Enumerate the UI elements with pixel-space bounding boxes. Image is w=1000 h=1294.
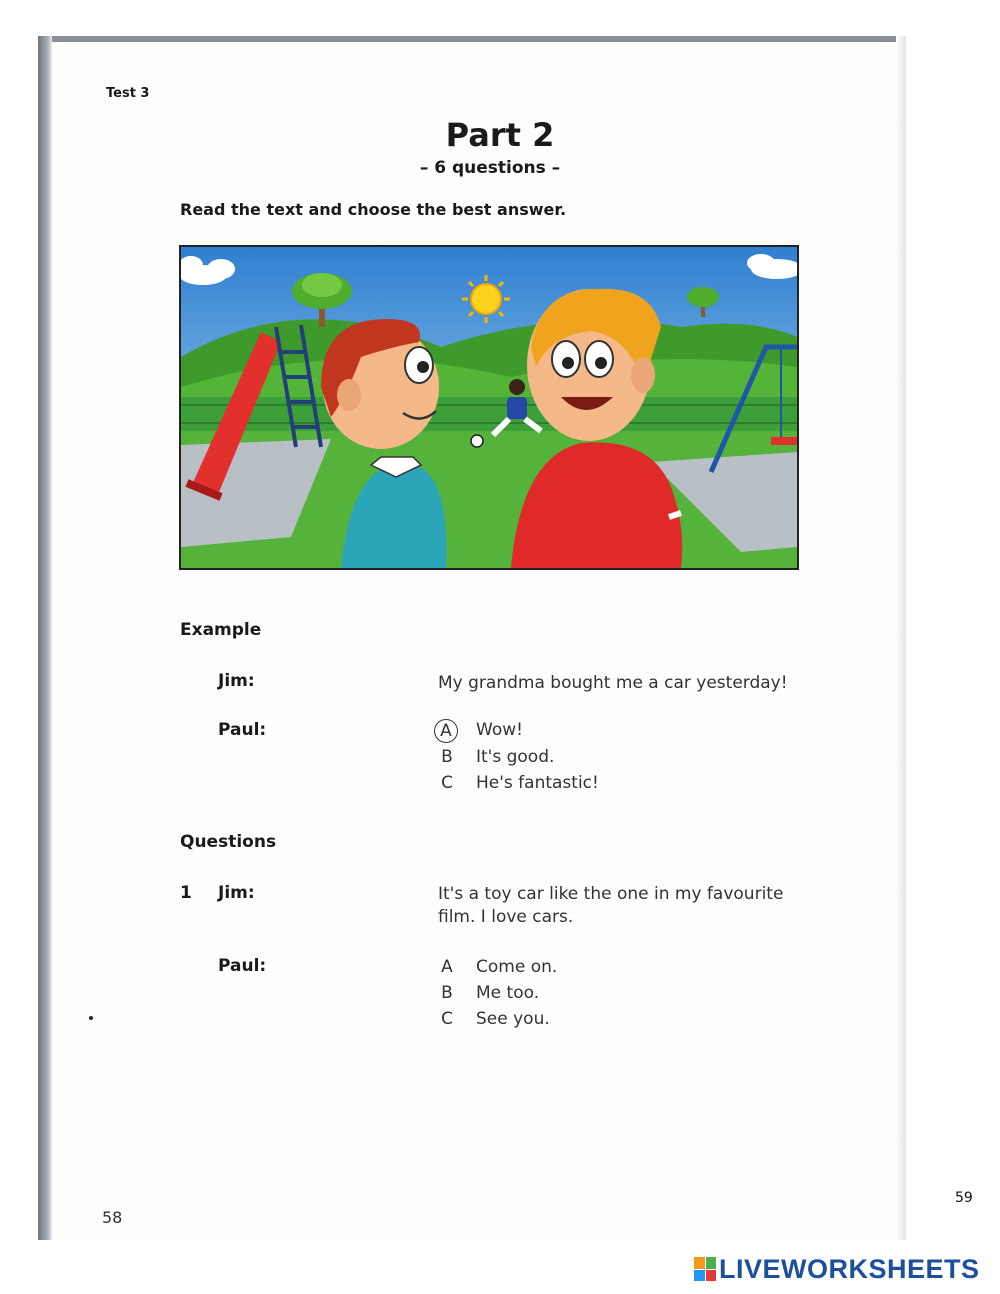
question-1-option-c-letter[interactable]: C <box>441 1009 453 1029</box>
liveworksheets-brand[interactable] <box>694 1252 980 1286</box>
scan-speck <box>89 1016 93 1020</box>
scan-edge-right <box>896 36 906 1240</box>
question-1-jim-line-2: film. I love cars. <box>438 907 574 927</box>
part-subtitle: – 6 questions – <box>419 158 561 178</box>
example-speaker-jim: Jim: <box>218 671 255 691</box>
outer-page-number: 59 <box>955 1190 973 1206</box>
page-number: 58 <box>102 1208 123 1227</box>
question-1-option-c-text[interactable]: See you. <box>476 1009 550 1029</box>
example-option-b-letter[interactable]: B <box>441 747 453 767</box>
question-1-option-b-letter[interactable]: B <box>441 983 453 1003</box>
worksheet-page <box>52 42 896 1240</box>
scan-edge-left <box>38 36 52 1240</box>
question-1-jim-line-1: It's a toy car like the one in my favourite <box>438 884 784 904</box>
question-1-speaker-paul: Paul: <box>218 956 267 976</box>
part-title: Part 2 <box>445 116 555 154</box>
instruction-text: Read the text and choose the best answer. <box>180 200 567 219</box>
example-option-c-letter[interactable]: C <box>441 773 453 793</box>
question-1-speaker-jim: Jim: <box>218 883 255 903</box>
question-1-option-b-text[interactable]: Me too. <box>476 983 540 1003</box>
example-option-a-letter[interactable]: A <box>434 719 458 743</box>
example-option-c-text[interactable]: He's fantastic! <box>476 773 599 793</box>
example-option-b-text[interactable]: It's good. <box>476 747 555 767</box>
question-1-option-a-text[interactable]: Come on. <box>476 957 558 977</box>
fence-icon <box>181 397 797 431</box>
example-jim-line: My grandma bought me a car yesterday! <box>438 673 788 693</box>
question-1-option-a-letter[interactable]: A <box>441 957 453 977</box>
question-1-number: 1 <box>180 883 192 903</box>
test-label: Test 3 <box>106 86 150 101</box>
liveworksheets-logo-icon <box>694 1257 716 1281</box>
park-scene-illustration <box>179 245 799 570</box>
liveworksheets-brand-text: LIVEWORKSHEETS <box>719 1253 980 1284</box>
questions-heading: Questions <box>180 832 277 852</box>
example-option-a-text[interactable]: Wow! <box>476 720 523 740</box>
example-speaker-paul: Paul: <box>218 720 267 740</box>
example-heading: Example <box>180 620 262 640</box>
